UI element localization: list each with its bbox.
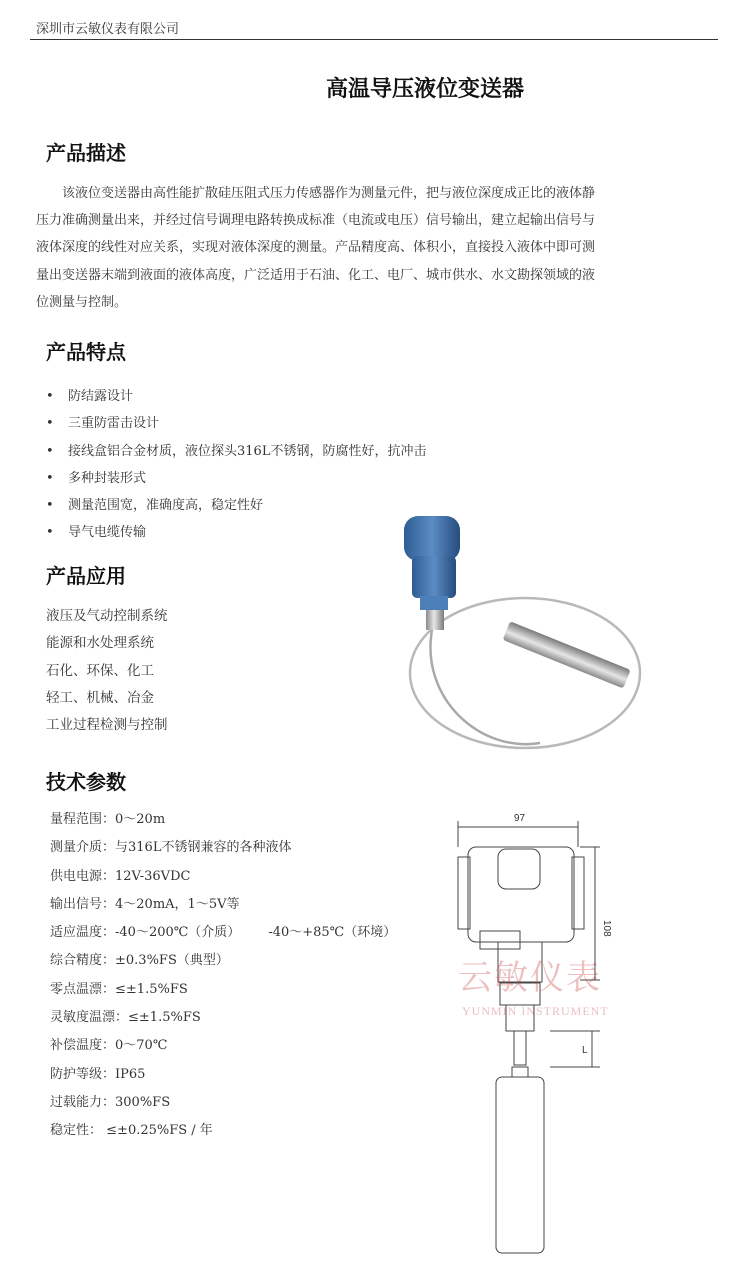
spec-value: 4～20mA，1～5V等 <box>115 896 240 912</box>
spec-row <box>50 1004 396 1032</box>
spec-row <box>50 919 396 947</box>
spec-label: 测量介质： <box>50 840 116 856</box>
spec-value: 12V-36VDC <box>115 868 191 884</box>
spec-label: 防护等级： <box>50 1066 116 1082</box>
spec-value: -40～200℃（介质） <box>115 925 241 941</box>
applications-heading: 产品应用 <box>46 564 126 588</box>
spec-row <box>50 806 396 834</box>
page-title: 高温导压液位变送器 <box>325 77 524 102</box>
list-item: 液压及气动控制系统 <box>46 608 168 624</box>
width-label: 97 <box>514 813 526 824</box>
spec-label: 输出信号： <box>50 896 116 912</box>
list-item <box>46 383 426 410</box>
spec-label: 供电电源： <box>50 868 116 884</box>
watermark-cn: 云敏仪表 <box>458 958 602 998</box>
list-item: 轻工、机械、冶金 <box>46 689 154 706</box>
features-heading: 产品特点 <box>46 340 126 364</box>
spec-value: ±0.3%FS（典型） <box>115 953 229 969</box>
product-photo <box>390 508 720 758</box>
spec-row <box>50 947 396 975</box>
feature-text: 三重防雷击设计 <box>68 416 160 432</box>
height-label: 108 <box>601 920 612 937</box>
spec-value: ≤±1.5%FS <box>128 1010 201 1026</box>
bullet: • <box>46 498 54 514</box>
description-text: 该液位变送器由高性能扩散硅压阻式压力传感器作为测量元件，把与液位深度成正比的液体静压力准确测量出来，并经过信号调理电路转换成标准（电流或电压）信号输出，建立起输出信号与液体深度的线性对应关系，实现对液体深度的测量。产品精度高、体积小，直接投入液体中即可测量出变送器末端到液面的液体高度，广泛适用于石油、化工、电厂、城市供水、水文勘探领域的液位测量与控制。 <box>36 186 596 310</box>
header-divider <box>30 39 718 40</box>
spec-row <box>50 1089 396 1117</box>
spec-row <box>50 834 396 862</box>
watermark-en: YUNMIN INSTRUMENT <box>462 1004 609 1018</box>
spec-row <box>50 863 396 891</box>
spec-value: 与316L不锈钢兼容的各种液体 <box>115 840 292 856</box>
housing-top <box>404 516 460 561</box>
spec-value: 0～70℃ <box>115 1038 168 1054</box>
company-name: 深圳市云敏仪表有限公司 <box>36 22 180 37</box>
length-label: L <box>582 1045 588 1056</box>
specs-heading: 技术参数 <box>46 770 126 794</box>
spec-row <box>50 1117 396 1145</box>
spec-label: 量程范围： <box>50 812 116 827</box>
housing-body <box>412 556 456 598</box>
specs-list <box>50 806 396 1146</box>
feature-text: 防结露设计 <box>68 389 134 404</box>
bullet: • <box>46 525 54 541</box>
list-item <box>46 492 426 519</box>
probe <box>503 621 631 688</box>
spec-label: 零点温漂： <box>50 981 116 997</box>
spec-label: 综合精度： <box>50 953 116 969</box>
bullet: • <box>46 389 54 404</box>
spec-label: 适应温度： <box>50 925 116 941</box>
list-item: 石化、环保、化工 <box>46 662 154 679</box>
bullet: • <box>46 470 54 486</box>
applications-list <box>46 603 168 739</box>
probe-outline <box>496 1077 544 1253</box>
list-item: 能源和水处理系统 <box>46 635 154 652</box>
features-list <box>46 383 426 547</box>
spec-value: 0～20m <box>115 812 166 827</box>
feature-text: 导气电缆传输 <box>68 525 147 541</box>
list-item: 工业过程检测与控制 <box>46 717 168 734</box>
housing-base <box>420 596 448 610</box>
spec-label: 稳定性： <box>50 1123 103 1139</box>
housing-outline <box>468 847 574 942</box>
feature-text: 多种封装形式 <box>68 470 147 486</box>
spec-label: 过载能力： <box>50 1094 116 1110</box>
spec-row <box>50 891 396 919</box>
spec-row <box>50 1032 396 1060</box>
spec-row <box>50 976 396 1004</box>
feature-text: 测量范围宽，准确度高，稳定性好 <box>68 498 264 514</box>
feature-text: 接线盒铝合金材质，液位探头316L不锈钢，防腐性好，抗冲击 <box>68 443 427 459</box>
description-heading: 产品描述 <box>46 141 126 165</box>
list-item <box>46 438 426 465</box>
bullet: • <box>46 416 54 432</box>
spec-label: 补偿温度： <box>50 1038 116 1054</box>
spec-value: ≤±1.5%FS <box>115 981 188 997</box>
list-item <box>46 410 426 437</box>
bullet: • <box>46 443 54 459</box>
spec-value-secondary: -40～+85℃（环境） <box>268 925 397 941</box>
spec-value: ≤±0.25%FS / 年 <box>106 1123 213 1139</box>
list-item <box>46 465 426 492</box>
spec-value: 300%FS <box>115 1094 171 1110</box>
spec-row <box>50 1061 396 1089</box>
spec-label: 灵敏度温漂： <box>50 1010 129 1026</box>
list-item <box>46 519 426 546</box>
dimension-drawing <box>440 805 620 1275</box>
spec-value: IP65 <box>115 1066 146 1082</box>
fitting <box>426 610 444 630</box>
